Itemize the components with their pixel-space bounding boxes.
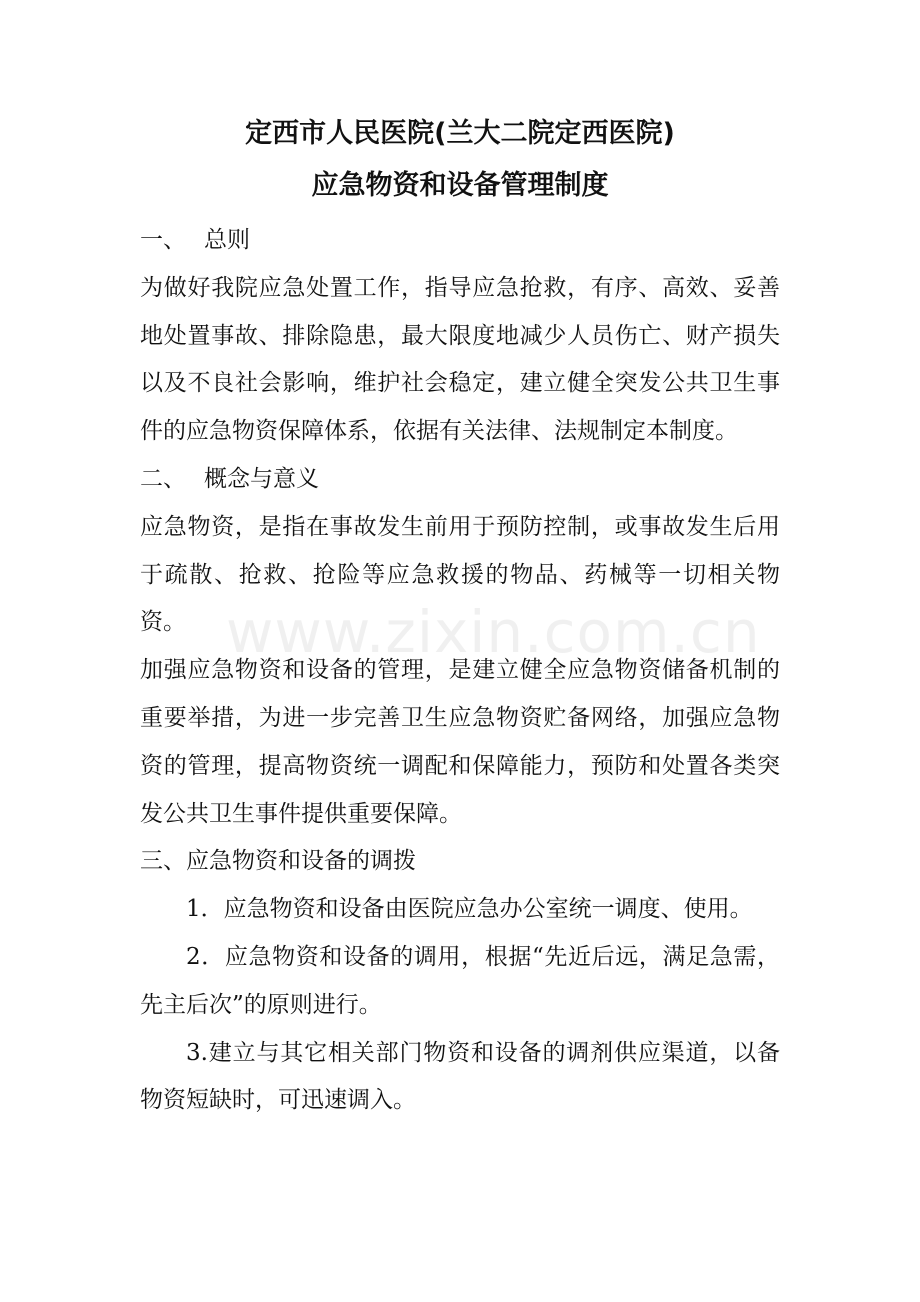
section-3-item-2: 2．应急物资和设备的调用，根据“先近后远，满足急需，先主后次”的原则进行。	[140, 943, 780, 1018]
section-2-paragraph-1: 应急物资，是指在事故发生前用于预防控制，或事故发生后用于疏散、抢救、抢险等应急救援的物品、药械等一切相关物资。	[140, 513, 780, 636]
section-3-item-1: 1．应急物资和设备由医院应急办公室统一调度、使用。	[186, 896, 753, 923]
section-1-heading	[140, 217, 780, 265]
section-1-title: 总则	[204, 227, 250, 253]
document-title-regulation: 应急物资和设备管理制度	[311, 170, 609, 201]
document-title-hospital: 定西市人民医院(兰大二院定西医院)	[245, 118, 675, 149]
section-3-item-3: 3.建立与其它相关部门物资和设备的调剂供应渠道，以备物资短缺时，可迅速调入。	[140, 1039, 780, 1114]
section-1-number: 一、	[140, 227, 186, 253]
watermark-text: www.zixin.com.cn	[226, 598, 761, 666]
section-2-title: 概念与意义	[204, 465, 319, 492]
document-body	[140, 217, 780, 1125]
section-2-heading	[140, 456, 780, 504]
section-2-number: 二、	[140, 465, 186, 492]
section-3-heading: 三、应急物资和设备的调拨	[140, 848, 416, 875]
section-2-paragraph-2: 加强应急物资和设备的管理，是建立健全应急物资储备机制的重要举措，为进一步完善卫生应急物资贮备网络，加强应急物资的管理，提高物资统一调配和保障能力，预防和处置各类突发公共卫生事件提供重要保障。	[140, 657, 780, 827]
section-1-paragraph: 为做好我院应急处置工作，指导应急抢救，有序、高效、妥善地处置事故、排除隐患，最大限度地减少人员伤亡、财产损失以及不良社会影响，维护社会稳定，建立健全突发公共卫生事件的应急物资保障体系，依据有关法律、法规制定本制度。	[140, 274, 780, 445]
